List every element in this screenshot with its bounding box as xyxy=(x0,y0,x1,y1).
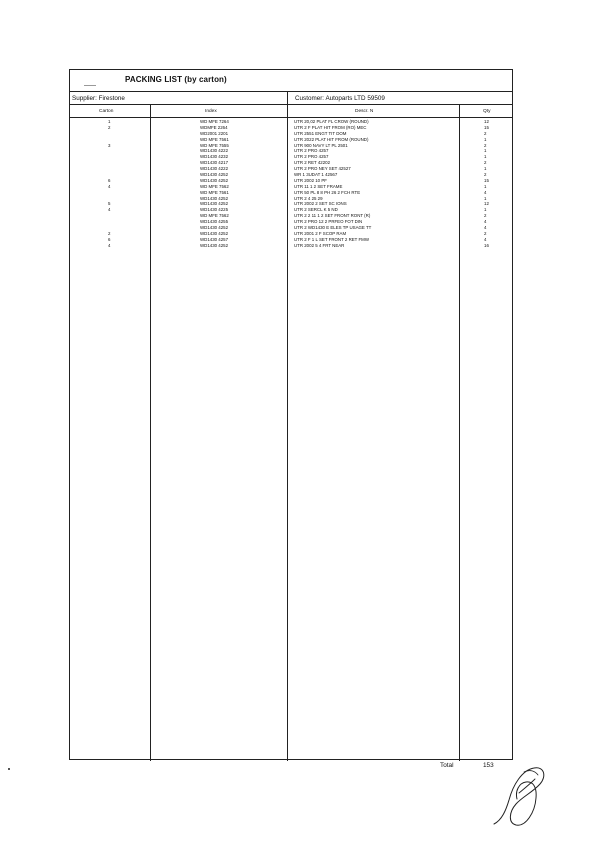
index-cell: WD1430 4252 xyxy=(200,172,229,178)
description-cell: UTR 2 RET 42202 xyxy=(294,160,331,166)
column-header-description: Descr. N xyxy=(355,109,374,114)
carton-cell: 6 xyxy=(108,177,111,183)
qty-cell: 1 xyxy=(484,207,487,213)
qty-cell: 15 xyxy=(484,124,489,130)
packing-list-sheet xyxy=(69,69,513,760)
description-cell: UTR 50 PL 8 8 PH 26 2 FCH RTE xyxy=(294,189,361,195)
index-cell: WD MFE 7562 xyxy=(200,183,229,189)
index-cell: WD2001 2201 xyxy=(200,130,229,136)
carton-cell: 4 xyxy=(108,242,111,248)
qty-cell: 16 xyxy=(484,242,489,248)
description-cell: UTR 2 PRO NEY SET 42527 xyxy=(294,166,351,172)
qty-cell: 15 xyxy=(484,177,489,183)
index-cell: WD1430 4217 xyxy=(200,160,229,166)
column-header-carton: Carton xyxy=(99,109,114,114)
table-header xyxy=(70,105,512,118)
description-cell: UTR 900 NAVY LT PL 2501 xyxy=(294,142,348,148)
description-cell: UTR 2 SERCL K 5 ND xyxy=(294,207,338,213)
qty-cell: 1 xyxy=(484,166,487,172)
qty-cell: 2 xyxy=(484,160,487,166)
scan-mark xyxy=(84,85,96,86)
index-cell: WDMFE 2264 xyxy=(200,124,228,130)
qty-cell: 2 xyxy=(484,230,487,236)
index-cell: WD1430 4232 xyxy=(200,154,229,160)
index-cell: WD1430 4222 xyxy=(200,166,229,172)
description-cell: UTR 2 PRO 12 2 PRFEO FOT DIN xyxy=(294,219,363,225)
qty-cell: 2 xyxy=(484,213,487,219)
index-cell: WD1430 4252 xyxy=(200,195,229,201)
supplier-field: Supplier: Firestone xyxy=(72,95,125,102)
qty-cell: 12 xyxy=(484,119,489,124)
carton-cell: 4 xyxy=(108,183,111,189)
index-cell: WD1430 4225 xyxy=(200,207,229,213)
index-cell: WD MFE 7561 xyxy=(200,189,229,195)
qty-cell: 1 xyxy=(484,136,487,142)
description-cell: UTR 2 PRO 4257 xyxy=(294,148,329,154)
qty-cell: 4 xyxy=(484,236,487,242)
table-row xyxy=(70,243,512,249)
index-cell: WD MFE 7561 xyxy=(200,136,229,142)
title-row xyxy=(70,70,512,92)
description-cell: UTR 2 F PLAT HIT FROM (RO) MEC xyxy=(294,124,367,130)
total-value: 153 xyxy=(483,762,494,769)
description-cell: UTR 2002 2 SET SC IONS xyxy=(294,201,347,207)
description-cell: UTR 2022 PLAT HIT FROM (ROUND) xyxy=(294,136,369,142)
index-cell: WD1430 4257 xyxy=(200,236,229,242)
carton-cell: 2 xyxy=(108,124,111,130)
description-cell: UTR 2001 2 F SCOP RAM xyxy=(294,230,347,236)
description-cell: UTR 2002 10 PF xyxy=(294,177,327,183)
qty-cell: 1 xyxy=(484,183,487,189)
index-cell: WD1430 4255 xyxy=(200,219,229,225)
index-cell: WD1430 4252 xyxy=(200,201,229,207)
index-cell: WD MFE 7555 xyxy=(200,142,229,148)
index-cell: WD1430 4252 xyxy=(200,225,229,231)
qty-cell: 1 xyxy=(484,154,487,160)
qty-cell: 1 xyxy=(484,195,487,201)
description-cell: UTR 11 1 2 SET FRAME xyxy=(294,183,343,189)
qty-cell: 2 xyxy=(484,142,487,148)
scan-dot xyxy=(8,768,10,770)
info-row xyxy=(70,92,512,105)
customer-field: Customer: Autoparts LTD 59509 xyxy=(295,95,385,102)
description-cell: UTR 2 PRO 4257 xyxy=(294,154,329,160)
info-divider xyxy=(287,92,288,104)
qty-cell: 2 xyxy=(484,172,487,178)
description-cell: UTR 2 WD1430 E ELES TP USAGE TT xyxy=(294,225,372,231)
index-cell: WD MFE 7562 xyxy=(200,213,229,219)
description-cell: UTR 2551 ENGT TIT DOM xyxy=(294,130,347,136)
carton-cell: 4 xyxy=(108,207,111,213)
qty-cell: 4 xyxy=(484,225,487,231)
description-cell: UTR 2 2 11 1 2 SET FRONT RONT (R) xyxy=(294,213,371,219)
carton-cell: 6 xyxy=(108,236,111,242)
description-cell: UTR 2 4 25 29 xyxy=(294,195,323,201)
qty-cell: 4 xyxy=(484,219,487,225)
index-cell: WD1430 4252 xyxy=(200,230,229,236)
description-cell: UTR 2 F 1 L SET FRONT 2 RET FMW xyxy=(294,236,369,242)
qty-cell: 2 xyxy=(484,130,487,136)
carton-cell: 1 xyxy=(108,119,111,124)
carton-cell: 5 xyxy=(108,201,111,207)
index-cell: WD MFE 7264 xyxy=(200,119,229,124)
description-cell: UTR 20,02 PLAT FL CROW (ROUND) xyxy=(294,119,369,124)
qty-cell: 4 xyxy=(484,189,487,195)
qty-cell: 12 xyxy=(484,201,489,207)
column-header-qty: Qty xyxy=(483,109,491,114)
carton-cell: 2 xyxy=(108,230,111,236)
signature-mark xyxy=(486,760,560,832)
index-cell: WD1430 4222 xyxy=(200,148,229,154)
index-cell: WD1430 4252 xyxy=(200,177,229,183)
description-cell: UTR 2002 5 4 FRT NEAR xyxy=(294,242,345,248)
table-body xyxy=(70,119,512,249)
column-header-index: Index xyxy=(205,109,217,114)
document-title: PACKING LIST (by carton) xyxy=(125,75,227,84)
carton-cell: 3 xyxy=(108,142,111,148)
qty-cell: 1 xyxy=(484,148,487,154)
total-label: Total xyxy=(440,762,454,769)
index-cell: WD1430 4252 xyxy=(200,242,229,248)
description-cell: WR 1 3UDAT 1 42567 xyxy=(294,172,338,178)
